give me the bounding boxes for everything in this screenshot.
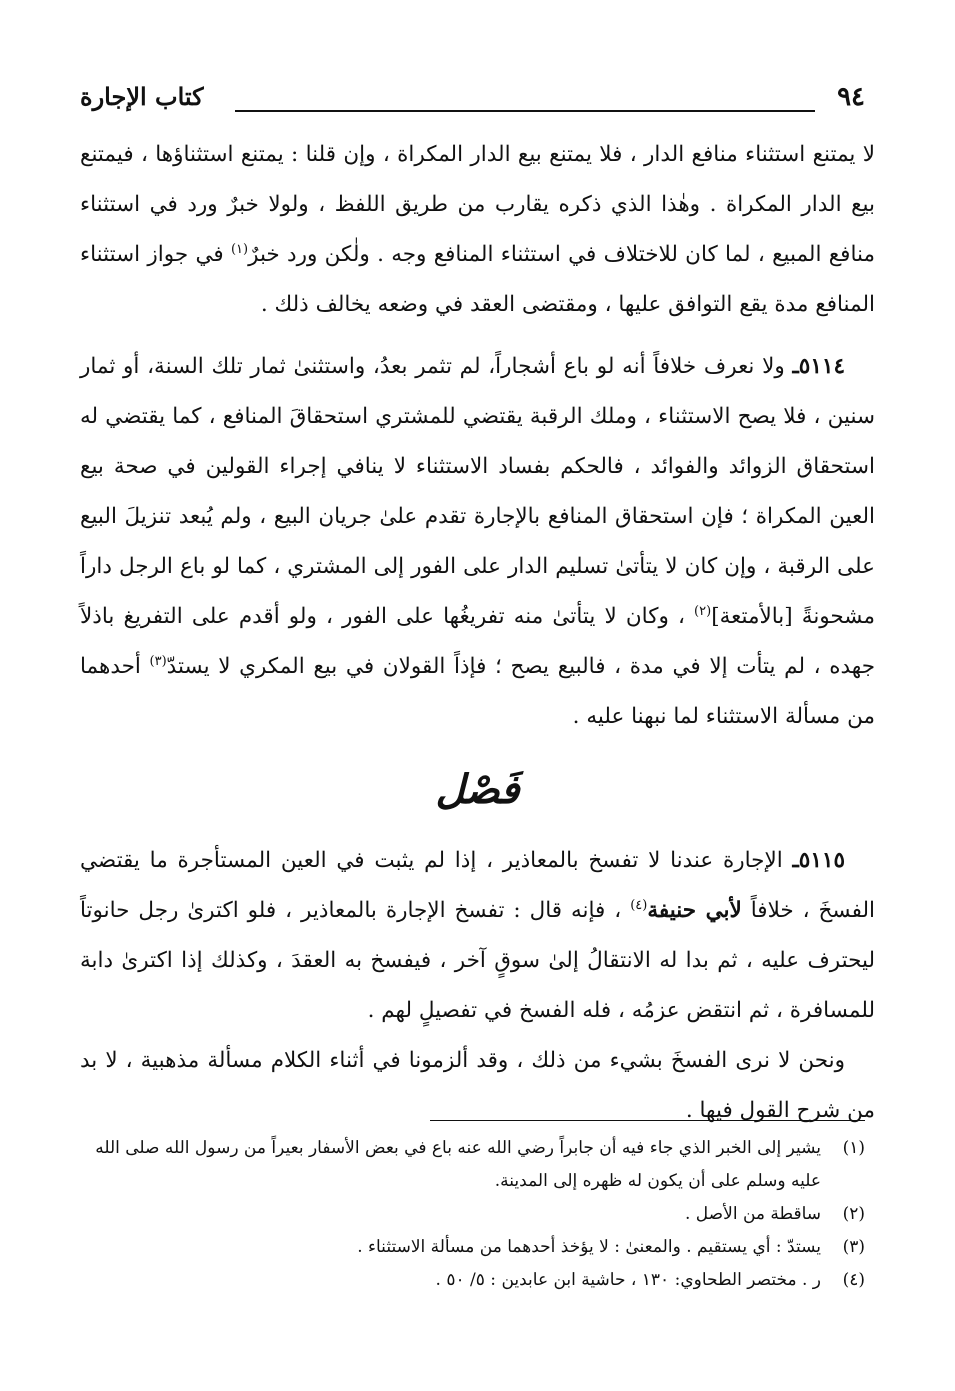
footnote-ref-3: (٣) <box>149 653 167 669</box>
text-line: وضعه يخالف ذلك . <box>260 292 429 317</box>
footnote-ref-1: (١) <box>230 241 249 257</box>
paragraph-text: الإجارة عندنا لا تفسخ بالمعاذير ، إذا لم يثبت في العين المستأجرة ما يقتضي الفسخَ ، خلافاً <box>80 848 875 923</box>
text-line: ولولا خبرٌ ورد في استثناء منافع المبيع ، لما كان للاختلاف في استثناء المنافع وجه . <box>80 192 875 267</box>
text-line: استثناؤها ، فيمتنع بيع الدار المكراة . وهٰذا الذي ذكره يقارب من طريق اللفظ ، <box>80 142 875 217</box>
paragraph-5114 <box>80 342 875 742</box>
paragraph-number: ٥١١٤ـ <box>792 354 845 379</box>
footnote-label: (٢) <box>842 1204 865 1224</box>
name-bold: لأبي حنيفة <box>647 898 742 923</box>
paragraph-text: أحدهما من مسألة الاستثناء لما نبهنا عليه . <box>80 654 875 729</box>
footnote-text: يستدّ : أي يستقيم . والمعنىٰ : لا يؤخذ أحدهما من مسألة الاستثناء . <box>357 1237 821 1257</box>
footnote <box>80 1198 865 1231</box>
paragraph-5115 <box>80 836 875 1036</box>
footnote-ref-4: (٤) <box>630 897 648 913</box>
paragraph-text: ولا نعرف خلافاً أنه لو باع أشجاراً، لم تثمر بعدُ، واستثنىٰ ثمار تلك السنة، أو ثمار سنين ، فلا يصح الاستثناء ، وملك الرقبة يقتضي للمشتري استحقاقَ المنافع ، كما يقتضي له استحقاق الزوائد والفوائد ، فالحكم بفساد الاستثناء لا ينافي إجراء القولين في صحة بيع العين المكراة ؛ فإن استحقاق المنافع بالإجارة تقدم علىٰ جريان البيع ، ولم يُبعد تنزيلَ البيع على الرقبة ، وإن كان لا يتأتىٰ تسليم الدار على الفور إلى المشتري ، كما لو باع الرجل داراً مشحونةً [بالأمتعة] <box>80 354 875 629</box>
footnote <box>80 1132 865 1198</box>
paragraph-text: ، فإنه قال : تفسخ الإجارة بالمعاذير ، فلو اكترىٰ رجل حانوتاً ليحترف عليه ، ثم بدا له الانتقالُ إلىٰ سوقٍ آخر ، فيفسخ به العقدَ ، وكذلك إذا اكترىٰ دابة للمسافرة ، ثم انتقض عزمُه ، فله الفسخ في تفصيلٍ لهم . <box>80 898 875 1023</box>
page-number: ٩٤ <box>837 82 865 112</box>
footnote-text: ساقطة من الأصل . <box>685 1204 821 1224</box>
footnote <box>80 1264 865 1297</box>
footnote-label: (٤) <box>842 1270 865 1290</box>
paragraph-1 <box>80 130 875 330</box>
main-text <box>80 130 875 1136</box>
text-line: ولٰكن ورد خبرٌ <box>248 242 370 267</box>
section-heading: فَصْل <box>435 766 520 813</box>
text-line: في جواز استثناء المنافع مدة يقع التوافق عليها ، ومقتضى العقد في <box>80 242 875 317</box>
running-title: كتاب الإجارة <box>80 82 204 111</box>
footnote-text: ر . مختصر الطحاوي: ١٣٠ ، حاشية ابن عابدين : ٥/ ٥٠ . <box>435 1270 821 1290</box>
footnote-label: (١) <box>842 1138 865 1158</box>
text-line: لا يمتنع استثناء منافع الدار ، فلا يمتنع بيع الدار المكراة ، وإن قلنا : يمتنع <box>240 142 875 167</box>
paragraph-text: ، وكان لا يتأتىٰ منه تفريغُها على الفور ، ولو أقدم على التفريغ باذلاً جهده ، لم يتأت إلا في مدة ، فالبيع يصح ؛ فإذاً القولان في بيع المكري لا يستدّ <box>80 604 875 679</box>
paragraph-4: ونحن لا نرى الفسخَ بشيء من ذلك ، وقد ألزمونا في أثناء الكلام مسألة مذهبية ، لا بد من شرح القول فيها . <box>80 1048 875 1123</box>
footnote-label: (٣) <box>842 1237 865 1257</box>
footnotes <box>80 1132 865 1297</box>
footnote-separator <box>430 1120 865 1121</box>
header-rule <box>235 110 815 112</box>
book-page <box>80 70 875 1370</box>
page-header <box>80 82 875 122</box>
paragraph-number: ٥١١٥ـ <box>792 848 845 873</box>
footnote <box>80 1231 865 1264</box>
footnote-ref-2: (٢) <box>694 603 712 619</box>
footnote-text: يشير إلى الخبر الذي جاء فيه أن جابراً رضي الله عنه باع في بعض الأسفار بعيراً من رسول الله صلى الله عليه وسلم على أن يكون له ظهره إلى المدينة. <box>95 1138 821 1191</box>
